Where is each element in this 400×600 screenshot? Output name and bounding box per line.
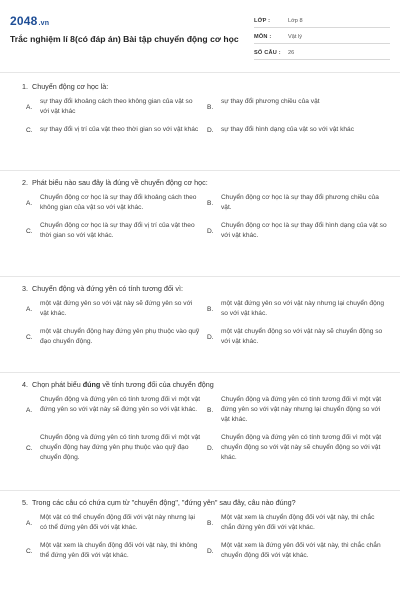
question-text: Chuyển động cơ học là: xyxy=(32,82,109,91)
worksheet-meta xyxy=(254,14,390,62)
logo-text: 2048 xyxy=(10,14,38,28)
option-text: Một vật xem là đứng yên đối với vật này, thì chắc chắn chuyển động đối với vật khác. xyxy=(221,542,381,559)
page-title: Trắc nghiệm lí 8(có đáp án) Bài tập chuyển động cơ học xyxy=(10,34,239,44)
option-letter: C. xyxy=(26,126,33,134)
option-text: Chuyển động cơ học là sự thay đổi phương chiều của vật. xyxy=(221,194,379,211)
option-d[interactable] xyxy=(207,327,390,347)
meta-subject xyxy=(254,30,390,44)
option-c[interactable] xyxy=(26,433,201,463)
option-letter: A. xyxy=(26,199,33,207)
option-d[interactable] xyxy=(207,221,390,241)
option-a[interactable] xyxy=(26,395,201,425)
option-c[interactable] xyxy=(26,221,201,241)
option-letter: B. xyxy=(207,199,214,207)
option-b[interactable] xyxy=(207,97,390,117)
option-letter: D. xyxy=(207,227,214,235)
option-text: sự thay đổi khoảng cách theo không gian của vật so với vật khác xyxy=(40,98,193,115)
question-number: 1. xyxy=(22,82,28,91)
option-b[interactable] xyxy=(207,513,390,533)
option-b[interactable] xyxy=(207,193,390,213)
option-text: Một vật xem là chuyển động đối với vật này, thì không thể đứng yên đối với vật khác. xyxy=(40,542,198,559)
emphasis-word: đúng xyxy=(82,380,101,389)
option-d[interactable] xyxy=(207,541,390,561)
option-c[interactable] xyxy=(26,541,201,561)
question-text: Trong các câu có chứa cụm từ "chuyển động", "đứng yên" sau đây, câu nào đúng? xyxy=(32,498,296,507)
question-number: 2. xyxy=(22,178,28,187)
option-a[interactable] xyxy=(26,193,201,213)
meta-value: 26 xyxy=(288,49,295,56)
question-4 xyxy=(10,380,390,471)
option-text: Chuyển động và đứng yên có tính tương đối vì một vật chuyển động so với vật này sẽ chuyển động so với vật khác. xyxy=(221,434,382,461)
option-text: Một vật có thể chuyển động đối với vật này nhưng lại có thể đứng yên đối với vật khác. xyxy=(40,514,195,531)
worksheet-header xyxy=(10,10,390,66)
logo-tld: .vn xyxy=(38,20,50,27)
question-text: Chuyển động và đứng yên có tính tương đối vì: xyxy=(32,284,183,293)
site-logo[interactable] xyxy=(10,14,49,28)
question-1 xyxy=(10,82,390,143)
option-a[interactable] xyxy=(26,513,201,533)
option-text: một vật chuyển động hay đứng yên phụ thuộc vào quỹ đạo chuyển động. xyxy=(40,328,200,345)
question-divider xyxy=(0,170,400,171)
option-text: Chuyển động và đứng yên có tính tương đối vì một vật chuyển động hay đứng yên phụ thuộc vào quỹ đạo chuyển động. xyxy=(40,434,201,461)
option-text: một vật đứng yên so với vật này nhưng lại chuyển động so với vật khác. xyxy=(221,300,385,317)
meta-value: Lớp 8 xyxy=(288,17,303,24)
option-text: một vật chuyển động so với vật này sẽ chuyển động so với vật khác. xyxy=(221,328,383,345)
option-c[interactable] xyxy=(26,327,201,347)
option-text: một vật đứng yên so với vật này sẽ đứng yên so với vật khác. xyxy=(40,300,193,317)
option-letter: D. xyxy=(207,547,214,555)
meta-label: SỐ CÂU : xyxy=(254,49,281,56)
option-c[interactable] xyxy=(26,125,201,135)
option-a[interactable] xyxy=(26,299,201,319)
option-b[interactable] xyxy=(207,299,390,319)
question-text: Chọn phát biểu đúng về tính tương đối của chuyển động xyxy=(32,380,214,389)
option-letter: C. xyxy=(26,444,33,452)
question-number: 3. xyxy=(22,284,28,293)
option-letter: A. xyxy=(26,103,33,111)
question-number: 5. xyxy=(22,498,28,507)
meta-value: Vật lý xyxy=(288,33,302,40)
meta-label: LỚP : xyxy=(254,17,271,24)
option-d[interactable] xyxy=(207,433,390,463)
option-letter: C. xyxy=(26,333,33,341)
option-letter: D. xyxy=(207,333,214,341)
option-letter: D. xyxy=(207,444,214,452)
option-letter: A. xyxy=(26,305,33,313)
option-letter: B. xyxy=(207,519,214,527)
option-text: Chuyển động và đứng yên có tính tương đối vì một vật đứng yên so với vật này sẽ đứng yên so với vật khác. xyxy=(40,396,201,413)
question-divider xyxy=(0,276,400,277)
option-letter: A. xyxy=(26,519,33,527)
option-text: Chuyển động và đứng yên có tính tương đối vì một vật đứng yên so với vật này nhưng lại chuyển động so với vật khác. xyxy=(221,396,382,423)
question-text: Phát biểu nào sau đây là đúng về chuyển động cơ học: xyxy=(32,178,208,187)
option-letter: B. xyxy=(207,103,214,111)
question-number: 4. xyxy=(22,380,28,389)
meta-question-count xyxy=(254,46,390,60)
option-text: Chuyển động cơ học là sự thay đổi khoảng cách theo không gian của vật so với vật khác. xyxy=(40,194,197,211)
option-text: Chuyển động cơ học là sự thay đổi hình dạng của vật so với vật khác. xyxy=(221,222,387,239)
option-text: sự thay đổi hình dạng của vật so với vật khác xyxy=(221,126,354,133)
option-letter: B. xyxy=(207,305,214,313)
option-text: Chuyển động cơ học là sự thay đổi vị trí của vật theo thời gian so với vật khác. xyxy=(40,222,195,239)
option-text: sự thay đổi vị trí của vật theo thời gian so với vật khác xyxy=(40,126,199,133)
question-3 xyxy=(10,284,390,355)
meta-label: MÔN : xyxy=(254,33,272,40)
question-5 xyxy=(10,498,390,569)
question-divider xyxy=(0,490,400,491)
option-letter: B. xyxy=(207,406,214,414)
option-letter: A. xyxy=(26,406,33,414)
option-letter: C. xyxy=(26,547,33,555)
option-b[interactable] xyxy=(207,395,390,425)
option-a[interactable] xyxy=(26,97,201,117)
option-letter: D. xyxy=(207,126,214,134)
header-divider xyxy=(0,72,400,73)
meta-class xyxy=(254,14,390,28)
question-2 xyxy=(10,178,390,249)
option-text: sự thay đổi phương chiều của vật xyxy=(221,98,320,105)
option-text: Một vật xem là chuyển động đối với vật này, thì chắc chắn đứng yên đối với vật khác. xyxy=(221,514,375,531)
option-d[interactable] xyxy=(207,125,390,135)
question-divider xyxy=(0,372,400,373)
option-letter: C. xyxy=(26,227,33,235)
